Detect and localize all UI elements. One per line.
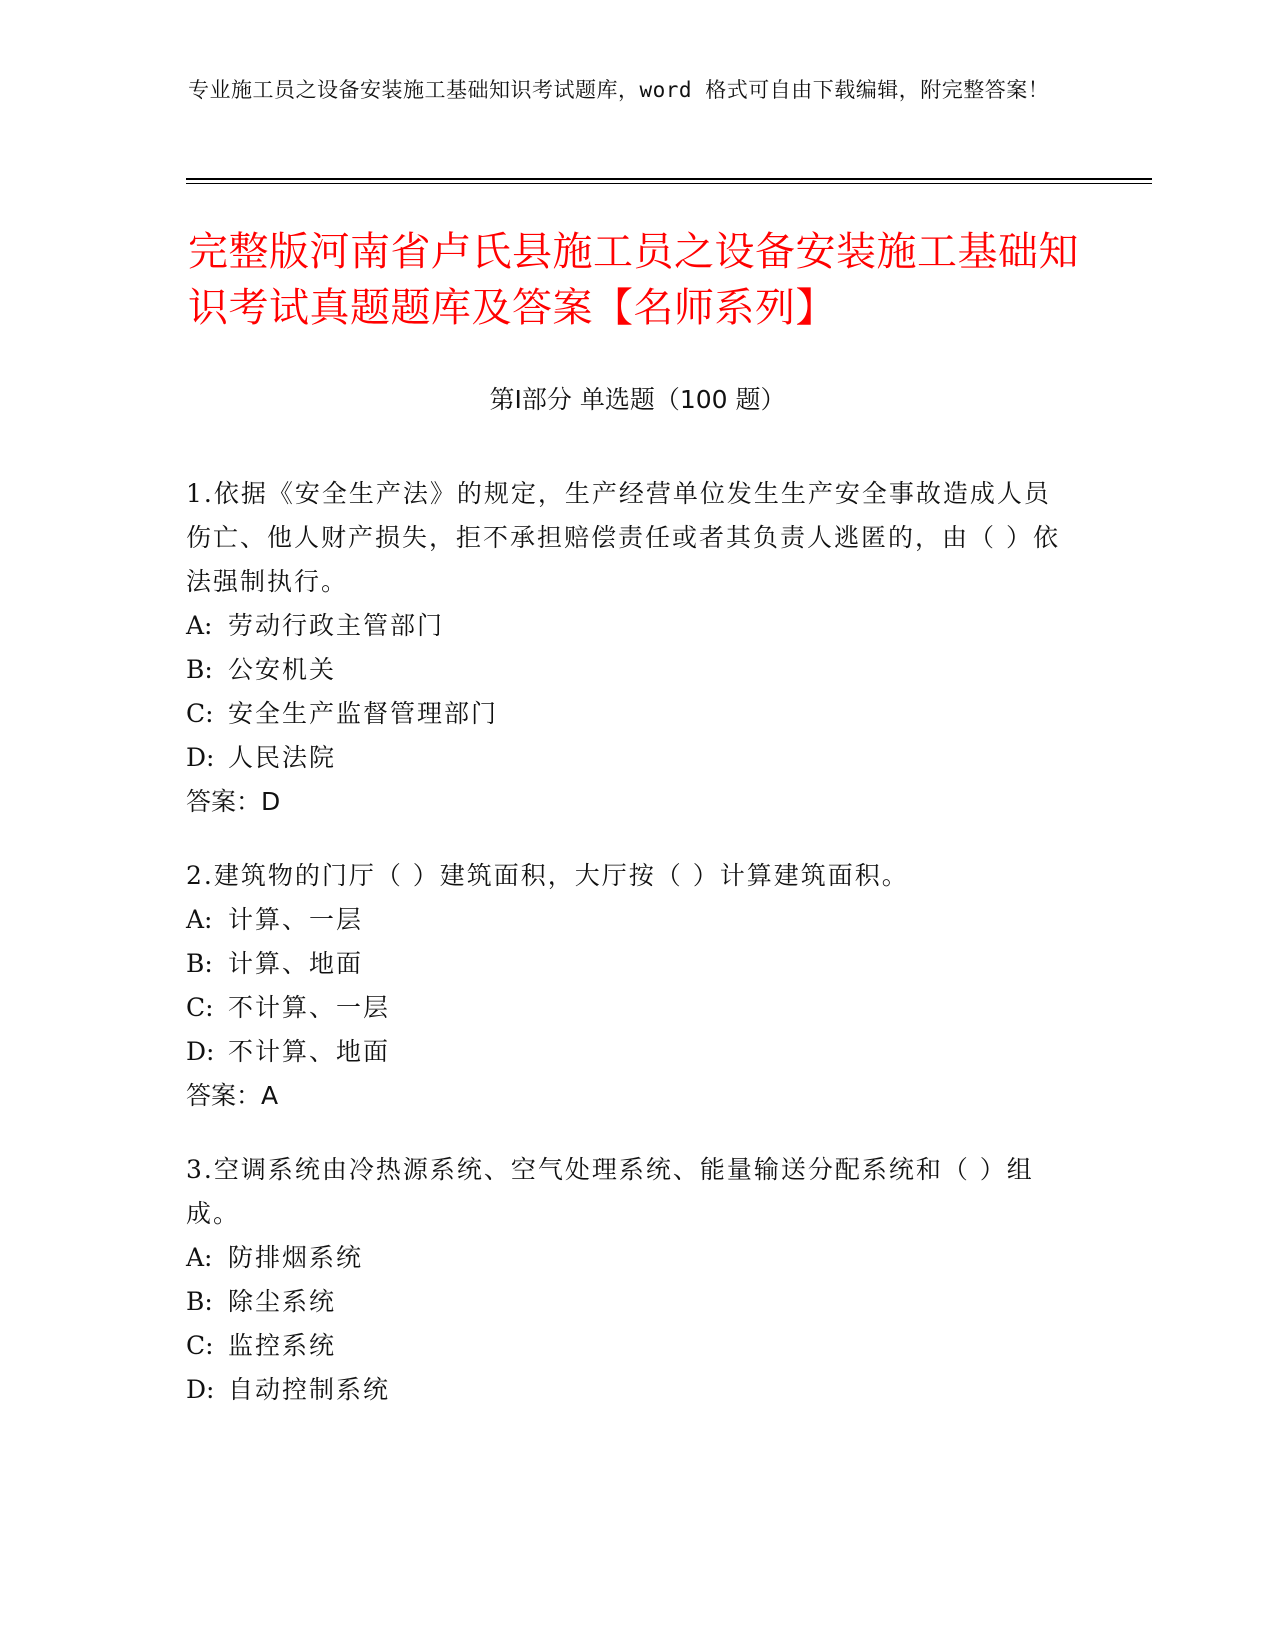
option-letter: D:: [186, 1037, 215, 1066]
option-letter: C:: [186, 699, 214, 728]
option-letter: A:: [186, 1243, 213, 1272]
option-letter: D:: [186, 1375, 215, 1404]
option-d: [186, 1368, 1066, 1412]
option-letter: C:: [186, 1331, 214, 1360]
option-d: [186, 736, 1066, 780]
option-text: 安全生产监督管理部门: [228, 699, 499, 728]
question-2: [186, 854, 1066, 1118]
option-text: 计算、地面: [228, 949, 364, 978]
header-note: 专业施工员之设备安装施工基础知识考试题库，word 格式可自由下载编辑，附完整答案！: [188, 78, 1050, 102]
option-text: 计算、一层: [228, 905, 364, 934]
option-d: [186, 1030, 1066, 1074]
option-b: [186, 648, 1066, 692]
option-a: [186, 898, 1066, 942]
header-divider-thin: [186, 183, 1152, 184]
option-c: [186, 986, 1066, 1030]
option-letter: B:: [186, 1287, 213, 1316]
option-letter: D:: [186, 743, 215, 772]
question-1: [186, 472, 1066, 824]
option-text: 不计算、一层: [228, 993, 391, 1022]
option-c: [186, 1324, 1066, 1368]
question-stem: 1.依据《安全生产法》的规定，生产经营单位发生生产安全事故造成人员伤亡、他人财产损失，拒不承担赔偿责任或者其负责人逃匿的，由（ ）依法强制执行。: [186, 479, 1060, 596]
document-title: 完整版河南省卢氏县施工员之设备安装施工基础知识考试真题题库及答案【名师系列】: [188, 229, 1079, 331]
option-text: 公安机关: [228, 655, 337, 684]
question-list: [186, 472, 1066, 1442]
option-b: [186, 1280, 1066, 1324]
option-text: 劳动行政主管部门: [228, 611, 445, 640]
option-text: 人民法院: [228, 743, 337, 772]
question-3: [186, 1148, 1066, 1412]
option-text: 自动控制系统: [228, 1375, 391, 1404]
option-a: [186, 1236, 1066, 1280]
option-b: [186, 942, 1066, 986]
option-text: 不计算、地面: [228, 1037, 391, 1066]
question-stem: 3.空调系统由冷热源系统、空气处理系统、能量输送分配系统和（ ）组成。: [186, 1155, 1034, 1228]
option-letter: B:: [186, 949, 213, 978]
option-text: 监控系统: [228, 1331, 337, 1360]
header-divider-thick: [186, 178, 1152, 180]
option-letter: A:: [186, 611, 213, 640]
option-text: 除尘系统: [228, 1287, 337, 1316]
answer-line: 答案：D: [186, 787, 281, 816]
question-stem: 2.建筑物的门厅（ ）建筑面积，大厅按（ ）计算建筑面积。: [186, 861, 909, 890]
option-letter: C:: [186, 993, 214, 1022]
option-a: [186, 604, 1066, 648]
section-heading: 第Ⅰ部分 单选题（100 题）: [489, 385, 786, 414]
option-text: 防排烟系统: [228, 1243, 364, 1272]
option-letter: A:: [186, 905, 213, 934]
option-c: [186, 692, 1066, 736]
answer-line: 答案：A: [186, 1081, 279, 1110]
option-letter: B:: [186, 655, 213, 684]
